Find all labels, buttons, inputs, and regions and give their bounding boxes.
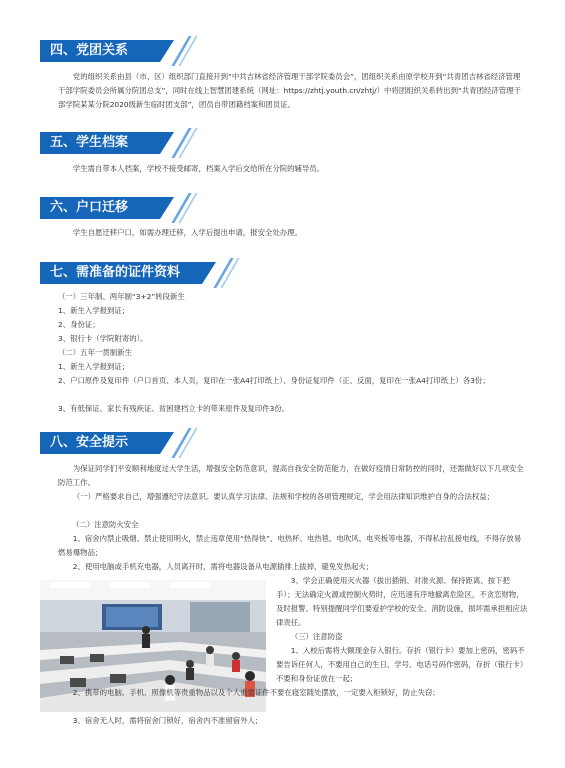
section-8-p3-2: 2、携带的电脑、手机、照像机等贵重物品以及个人重要证件不要在寝室随处摆放，一定要入柜锁好，防止失窃； xyxy=(72,688,440,697)
section-8-intro: 为保证同学们平安顺利地度过大学生活，增强安全防范意识，提高自我安全防范能力，在做好疫情日常防控的同时，还需做好以下几项安全防范工作。 xyxy=(58,464,524,487)
section-8-p3-1: 1、入校后需将大额现金存入银行。存折（银行卡）要加上密码，密码不要告诉任何人，不要用自己的生日、学号、电话号码作密码，存折（银行卡）不要和身份证放在一起； xyxy=(276,646,528,683)
list-item: 3、有低保证、家长有残疾证、贫困建档立卡的带来原件及复印件3份。 xyxy=(58,404,290,413)
section-8-p2-title: （二）注意防火安全 xyxy=(72,520,139,529)
section-5-body: 学生需自带本人档案，学校不接受邮寄，档案入学后交给所在分院的辅导员。 xyxy=(72,164,325,173)
section-8-p2-2: 2、使用电脑或手机充电器，人员离开时，需将电器设备从电源插排上拔掉，避免发热起火； xyxy=(72,562,374,571)
section-7-title: 七、需准备的证件资料 xyxy=(40,262,202,284)
section-8-p2-1: 1、宿舍内禁止吸烟、禁止使用明火，禁止违章使用“热得快”、电热杯、电热毯、电吹风、电夹板等电器，不得私拉乱接电线，不得存放易燃易爆物品； xyxy=(58,534,522,557)
list-item: （二）五年一贯制新生 xyxy=(58,348,132,357)
list-item: 1、新生入学报到证； xyxy=(58,362,130,371)
section-8-p1: （一）严格要求自己，增强遵纪守法意识。要认真学习法律、法规和学校的各项管理规定，学会用法律知识维护自身的合法权益； xyxy=(72,492,495,501)
section-5-title: 五、学生档案 xyxy=(40,132,160,154)
section-7-header xyxy=(40,262,230,284)
section-4-title: 四、党团关系 xyxy=(40,40,160,62)
section-8-title: 八、安全提示 xyxy=(40,432,160,454)
section-8-p3-3: 3、宿舍无人时，需将宿舍门锁好，宿舍内不准留宿外人； xyxy=(72,716,263,725)
list-item: 2、身份证； xyxy=(58,320,100,329)
section-6-title: 六、户口迁移 xyxy=(40,197,160,219)
list-item: （一）三年制、两年制“3+2”转段新生 xyxy=(58,292,185,301)
list-item: 3、银行卡（学院附寄的）。 xyxy=(58,334,148,343)
section-6-body: 学生自愿迁移户口，如需办理迁移，入学后提出申请，报安全处办理。 xyxy=(72,228,302,237)
section-8-p3-title: （三）注意防盗 xyxy=(290,632,343,641)
list-item: 2、户口原件及复印件（户口首页、本人页，复印在一张A4打印纸上）、身份证复印件（正、反面，复印在一张A4打印纸上）各3份； xyxy=(58,376,490,385)
section-4-body: 党的组织关系由县（市、区）组织部门直接开到“中共吉林省经济管理干部学院委员会”，团组织关系由原学校开到“共青团吉林省经济管理干部学院委员会所属分院团总支”，同时在线上智慧团建系统（网址：https://zhtj.youth.cn/zhtj/）中将团组织关系转出到“共青团经济管理干部学院某某分院2020级新生临时团支部”，团员自带团籍档案和团员证。 xyxy=(58,72,521,109)
section-8-header xyxy=(40,432,190,454)
list-item: 1、新生入学报到证； xyxy=(58,306,130,315)
section-6-header xyxy=(40,197,190,219)
section-8-p2-3: 3、学会正确使用灭火器（拔出插销、对准火源、保持距离、按下把手）；无法确定火源或控制火势时，应迅速有序地撤离危险区，不贪恋财物，及时报警。特别提醒同学们要爱护学校的安全、消防设施，损坏需承担相应法律责任。 xyxy=(276,576,528,627)
section-5-header xyxy=(40,132,190,154)
section-4-header xyxy=(40,40,190,62)
